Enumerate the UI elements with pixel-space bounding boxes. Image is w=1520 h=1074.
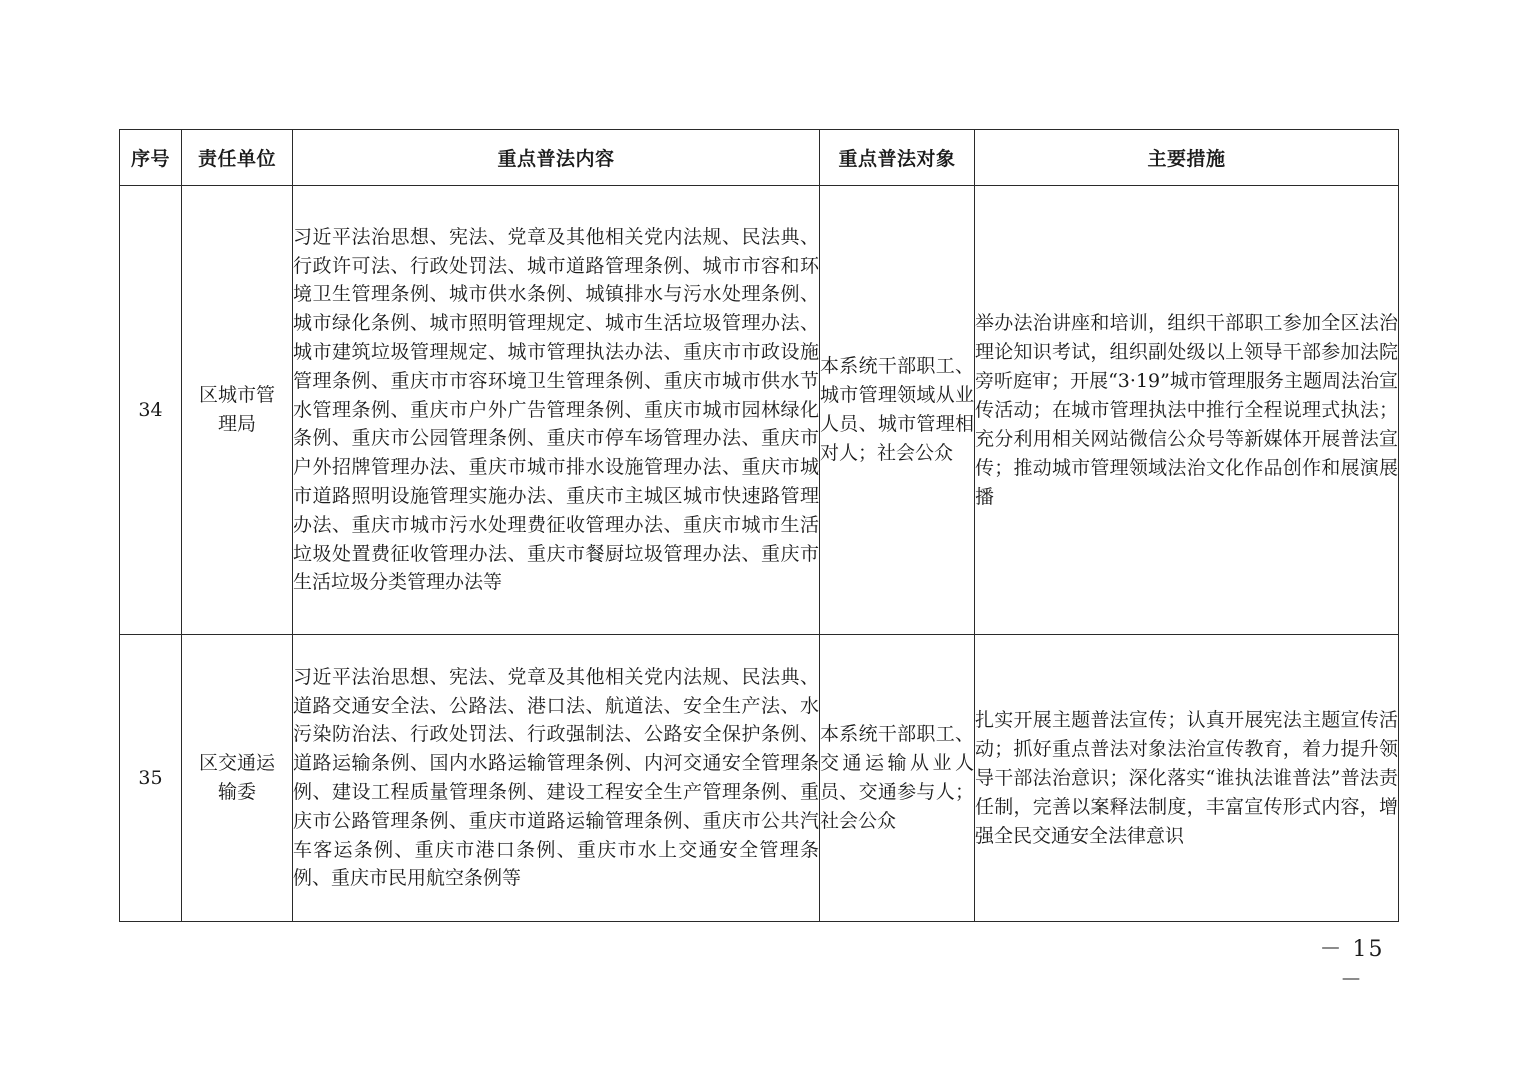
header-measures: 主要措施 — [975, 130, 1399, 186]
row-unit — [182, 186, 293, 635]
row-content: 习近平法治思想、宪法、党章及其他相关党内法规、民法典、道路交通安全法、公路法、港口法、航道法、安全生产法、水污染防治法、行政处罚法、行政强制法、公路安全保护条例、道路运输条例、国内水路运输管理条例、内河交通安全管理条例、建设工程质量管理条例、建设工程安全生产管理条例、重庆市公路管理条例、重庆市道路运输管理条例、重庆市公共汽车客运条例、重庆市港口条例、重庆市水上交通安全管理条例、重庆市民用航空条例等 — [293, 635, 820, 922]
row-unit-line: 输委 — [217, 781, 256, 803]
row-target: 本系统干部职工、交通运输从业人员、交通参与人；社会公众 — [820, 635, 975, 922]
table-row — [120, 635, 1399, 922]
row-unit-line: 理局 — [217, 413, 256, 435]
header-unit: 责任单位 — [182, 130, 293, 186]
header-seq: 序号 — [120, 130, 182, 186]
row-measures: 扎实开展主题普法宣传；认真开展宪法主题宣传活动；抓好重点普法对象法治宣传教育，着力提升领导干部法治意识；深化落实“谁执法谁普法”普法责任制，完善以案释法制度，丰富宣传形式内容，增强全民交通安全法律意识 — [975, 635, 1399, 922]
legal-education-table — [119, 129, 1399, 922]
header-target: 重点普法对象 — [820, 130, 975, 186]
table-header-row — [120, 130, 1399, 186]
row-unit-line: 区城市管 — [198, 384, 275, 406]
row-measures: 举办法治讲座和培训，组织干部职工参加全区法治理论知识考试，组织副处级以上领导干部参加法院旁听庭审；开展“3·19”城市管理服务主题周法治宣传活动；在城市管理执法中推行全程说理式执法；充分利用相关网站微信公众号等新媒体开展普法宣传；推动城市管理领域法治文化作品创作和展演展播 — [975, 186, 1399, 635]
page-number: － 15 － — [1319, 937, 1385, 993]
row-unit-line: 区交通运 — [198, 752, 275, 774]
row-content: 习近平法治思想、宪法、党章及其他相关党内法规、民法典、行政许可法、行政处罚法、城市道路管理条例、城市市容和环境卫生管理条例、城市供水条例、城镇排水与污水处理条例、城市绿化条例、城市照明管理规定、城市生活垃圾管理办法、城市建筑垃圾管理规定、城市管理执法办法、重庆市市政设施管理条例、重庆市市容环境卫生管理条例、重庆市城市供水节水管理条例、重庆市户外广告管理条例、重庆市城市园林绿化条例、重庆市公园管理条例、重庆市停车场管理办法、重庆市户外招牌管理办法、重庆市城市排水设施管理办法、重庆市城市道路照明设施管理实施办法、重庆市主城区城市快速路管理办法、重庆市城市污水处理费征收管理办法、重庆市城市生活垃圾处置费征收管理办法、重庆市餐厨垃圾管理办法、重庆市生活垃圾分类管理办法等 — [293, 186, 820, 635]
row-seq: 34 — [120, 186, 182, 635]
row-seq: 35 — [120, 635, 182, 922]
table-row — [120, 186, 1399, 635]
header-content: 重点普法内容 — [293, 130, 820, 186]
row-target: 本系统干部职工、城市管理领域从业人员、城市管理相对人；社会公众 — [820, 186, 975, 635]
row-unit — [182, 635, 293, 922]
